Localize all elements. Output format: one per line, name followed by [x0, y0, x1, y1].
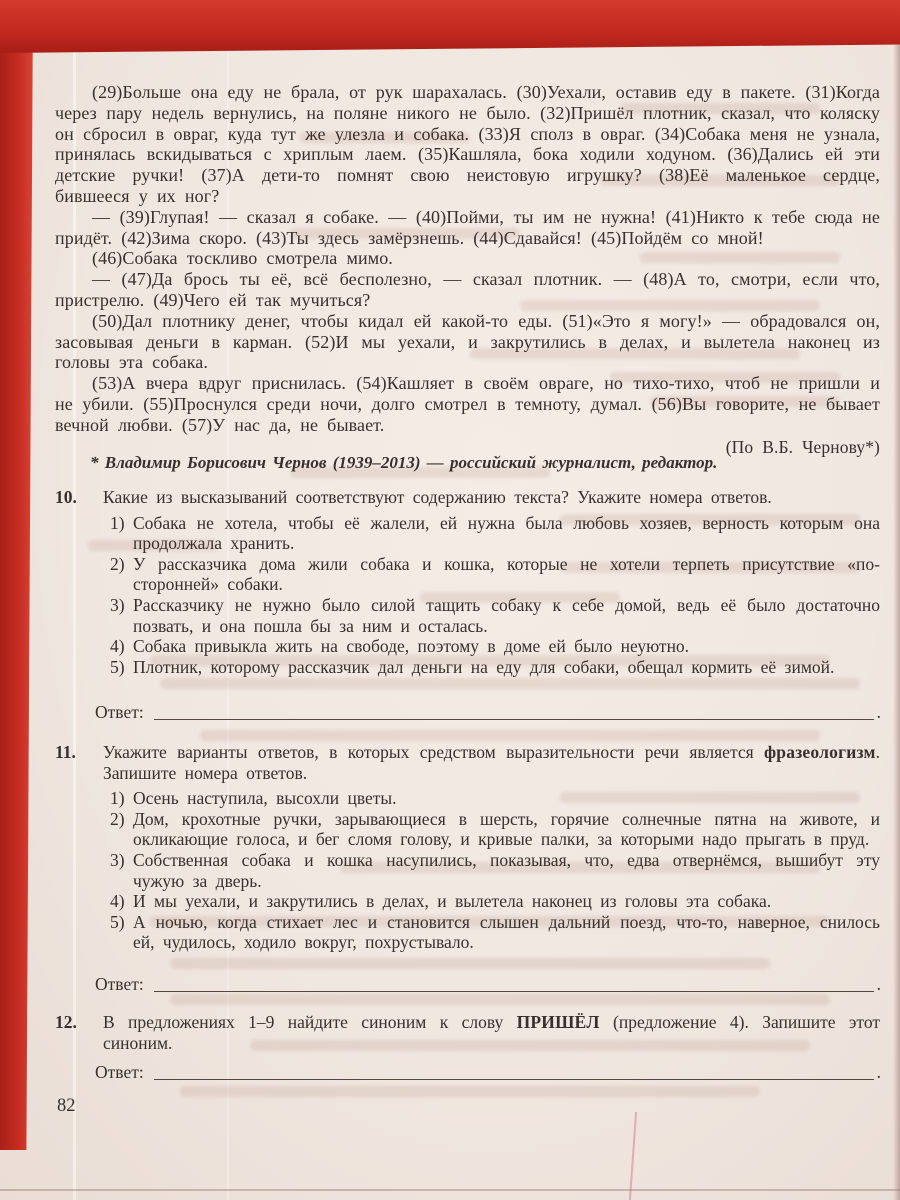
- question-prompt: [103, 1012, 880, 1053]
- answer-option: [103, 595, 880, 636]
- answer-period: .: [876, 702, 881, 722]
- option-text: У рассказчика дома жили собака и кошка, которые не хотели терпеть присутствие «посторонней» собаки.: [133, 553, 880, 595]
- question-12: [55, 1012, 880, 1053]
- passage-paragraph: (53)А вчера вдруг приснилась. (54)Кашляет в своём овраге, но тихо-тихо, чтоб не пришли и не убили. (55)Проснулся среди ночи, долго смотрел в темноту, думал. (56)Вы говорите, не бывает вечной любви. (57)У нас да, не бывает.: [55, 373, 880, 435]
- question-11: [55, 742, 880, 953]
- option-text: Рассказчику не нужно было силой тащить собаку к себе домой, ведь её было достаточно позвать, и она пошла бы за ним и осталась.: [133, 594, 880, 636]
- passage-paragraph: — (47)Да брось ты её, всё бесполезно, — сказал плотник. — (48)А то, смотри, если что, пристрелю. (49)Чего ей так мучиться?: [55, 269, 880, 310]
- answer-line-q12: [95, 1062, 881, 1083]
- option-number: 3): [110, 849, 125, 870]
- answer-blank-line: [154, 989, 874, 992]
- answer-option: [103, 912, 880, 953]
- bleed-through-smudge: [170, 958, 770, 969]
- book-cover-red-top-edge: [0, 0, 900, 53]
- question-prompt: [103, 487, 880, 508]
- option-number: 1): [110, 512, 125, 533]
- option-text: Плотник, которому рассказчик дал деньги на еду для собаки, обещал кормить её зимой.: [133, 656, 835, 677]
- option-number: 4): [110, 891, 125, 912]
- page-number: 82: [57, 1096, 76, 1116]
- question-10: [55, 487, 880, 677]
- option-number: 2): [110, 808, 125, 829]
- answer-option: [103, 788, 880, 809]
- answer-period: .: [876, 1062, 881, 1082]
- answer-label: Ответ:: [95, 702, 144, 722]
- answer-line-q10: [95, 702, 881, 723]
- passage-paragraph: (29)Больше она еду не брала, от рук шарахалась. (30)Уехали, оставив еду в пакете. (31)Когда через пару недель вернулись, на поляне никого не было. (32)Пришёл плотник, сказал, что коляску он сбросил в овраг, куда тут же улезла и собака. (33)Я сполз в овраг. (34)Собака меня не узнала, принялась вскидываться с хриплым лаем. (35)Кашляла, бока ходили ходуном. (36)Дались ей эти детские ручки! (37)А дети-то помнят свою неистовую игрушку? (38)Её маленькое сердце, бившееся у их ног?: [55, 82, 880, 206]
- passage-paragraph: — (39)Глупая! — сказал я собаке. — (40)Пойми, ты им не нужна! (41)Никто к тебе сюда не придёт. (42)Зима скоро. (43)Ты здесь замёрзнешь. (44)Сдавайся! (45)Пойдём со мной!: [55, 206, 880, 248]
- option-text: И мы уехали, и закрутились в делах, и вылетела наконец из головы эта собака.: [133, 891, 772, 912]
- question-number: 10.: [55, 487, 77, 507]
- answer-options: [103, 513, 880, 678]
- answer-options: [103, 788, 880, 953]
- author-footnote: * Владимир Борисович Чернов (1939–2013) — российский журналист, редактор.: [90, 453, 718, 472]
- page-edge-shadow: [893, 0, 900, 1200]
- answer-label: Ответ:: [95, 1062, 144, 1082]
- prompt-text: (предложение 4). Запишите этот синоним.: [103, 1012, 880, 1053]
- answer-option: [103, 850, 880, 891]
- question-prompt: [103, 742, 880, 783]
- answer-blank-line: [154, 1077, 874, 1080]
- option-number: 4): [110, 636, 125, 657]
- option-text: А ночью, когда стихает лес и становится слышен дальний поезд, что-то, наверное, снилось ей, чудилось, ходило вокруг, похрустывало.: [133, 911, 880, 953]
- passage-paragraph: (46)Собака тоскливо смотрела мимо.: [92, 248, 393, 269]
- question-number: 11.: [55, 742, 76, 762]
- prompt-bold-term: фразеологизм: [764, 742, 876, 762]
- answer-label: Ответ:: [95, 974, 144, 994]
- answer-option: [103, 891, 880, 912]
- prompt-bold-term: ПРИШЁЛ: [516, 1012, 600, 1032]
- bleed-through-smudge: [180, 1086, 760, 1097]
- prompt-text: Какие из высказываний соответствуют содержанию текста? Укажите номера ответов.: [103, 487, 772, 507]
- prompt-text: В предложениях 1–9 найдите синоним к слову: [103, 1012, 517, 1032]
- option-text: Осень наступила, высохли цветы.: [133, 788, 397, 809]
- option-number: 1): [110, 788, 125, 809]
- passage-paragraph: (50)Дал плотнику денег, чтобы кидал ей какой-то еды. (51)«Это я могу!» — обрадовался он, засовывая деньги в карман. (52)И мы уехали, и закрутились в делах, и вылетела наконец из головы эта собака.: [55, 310, 880, 373]
- answer-option: [103, 809, 880, 850]
- question-number: 12.: [55, 1012, 77, 1032]
- option-number: 3): [110, 594, 125, 615]
- prompt-text: Укажите варианты ответов, в которых средством выразительности речи является: [103, 742, 764, 762]
- answer-option: [103, 657, 880, 678]
- prompt-text: . Запишите номера ответов.: [103, 742, 880, 783]
- answer-option: [103, 554, 880, 595]
- answer-option: [103, 513, 880, 554]
- bleed-through-smudge: [160, 678, 860, 689]
- passage-attribution: (По В.Б. Чернову*): [725, 436, 880, 457]
- answer-option: [103, 636, 880, 657]
- option-text: Собака не хотела, чтобы её жалели, ей нужна была любовь хозяев, верность которым она продолжала хранить.: [133, 512, 880, 554]
- option-number: 5): [110, 656, 125, 677]
- option-text: Собака привыкла жить на свободе, поэтому в доме ей было неуютно.: [133, 636, 690, 657]
- scan-bottom-edge: [0, 1189, 900, 1191]
- bleed-through-smudge: [200, 730, 820, 741]
- pen-mark: [629, 1112, 637, 1200]
- option-number: 2): [110, 553, 125, 574]
- bleed-through-smudge: [170, 994, 830, 1005]
- answer-blank-line: [154, 717, 874, 720]
- option-text: Дом, крохотные ручки, зарывающиеся в шерсть, горячие солнечные пятна на животе, и окликающие голоса, и бег сломя голову, и кривые палки, за которыми надо прыгать в пруд.: [133, 808, 880, 850]
- reading-passage: [55, 82, 880, 457]
- option-text: Собственная собака и кошка насупились, показывая, что, едва отвернёмся, вышибут эту чужую за дверь.: [133, 849, 880, 891]
- answer-period: .: [876, 974, 881, 994]
- book-cover-red-left-edge: [0, 0, 33, 1150]
- option-number: 5): [110, 911, 125, 932]
- answer-line-q11: [95, 974, 881, 995]
